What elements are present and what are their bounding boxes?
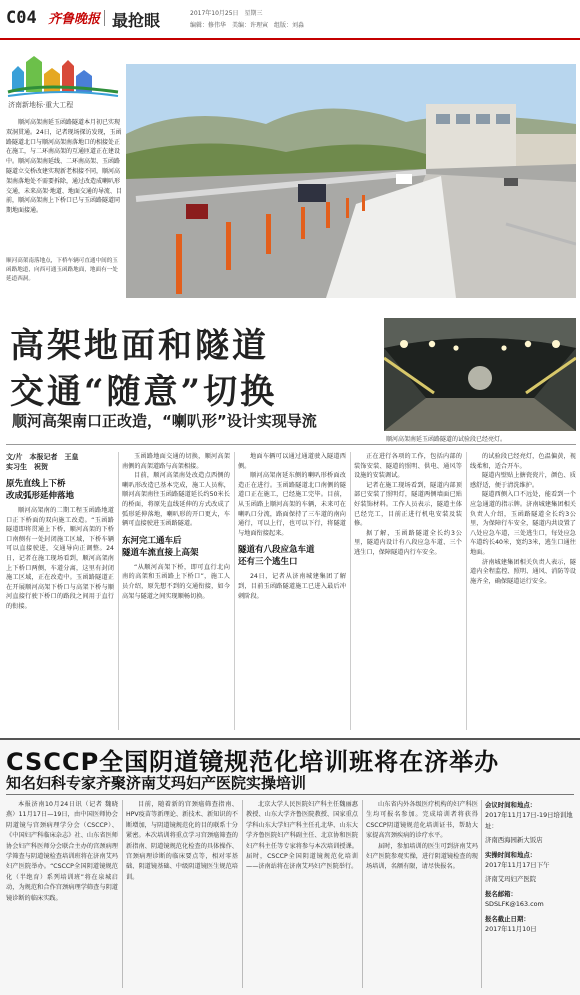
info-value: 济南西海园新大饭店 <box>485 836 543 845</box>
ad-column-3 <box>246 800 358 990</box>
editor-line: 编辑：修伟华 美编：许理寅 组版：刘淼 <box>190 22 305 29</box>
subhead-2: 东河完工通车后 <box>122 535 182 546</box>
article-column-2 <box>122 452 230 732</box>
ad-paragraph: 北京大学人民医院妇产科主任魏丽惠教授、山东大学齐鲁医院教授、国家重点学科山东大学妇产科主任孔北华、山东大学齐鲁医院妇产科副主任、北京协和医院妇产科主任等专家将参与本次培训授课。届时，CSCCP全国阴道镜规范化培训——济南站将在济南艾玛妇产医院举行。 <box>246 801 358 871</box>
info-key: 报名邮箱： <box>485 889 517 898</box>
photo-caption-top: 顺河高架南落地点，下桥车辆可直通中间的玉函路地道，向西可通玉函路地面，地面有一处延道西洞。 <box>6 258 118 282</box>
info-value: 2017年11月17日-19日培训地址： <box>485 811 573 830</box>
article-paragraph: 记者在施工现场看到，隧道内部顶部已安装了照明灯，隧道两侧墙面已贴好装饰材料。工作人员表示，隧道主体已经完工，目前正进行机电安装及装修。 <box>354 481 462 528</box>
lede-paragraph: 顺河高架南延玉函路隧道本月初已实现双洞贯通。24日，记者现场探访发现，玉函路隧道北口与顺河高架南落地口的相接处正在施工，与二环南高架的互通匝道正在建设中。顺河高架南延线、二环南高架、玉函路隧道立交桥改建实现新老相接不同，顺河高架南落地处不需要拆除，通过改造成喇叭形交通，未来高架·地道、地面交通的导流、目前，顺河高架南上下桥口已与玉函路隧道同期地面接通。 <box>6 119 122 215</box>
tunnel-photo <box>384 318 576 431</box>
ad-divider <box>481 800 482 988</box>
tunnel-caption: 顺河高架南延玉函路隧道的试验段已经亮灯。 <box>386 436 507 443</box>
subhead-1b: 改成弧形延伸落地 <box>6 491 75 501</box>
logo-caption: 济南新地标·重大工程 <box>8 101 74 109</box>
subhead-3b: 还有三个逃生口 <box>238 557 298 568</box>
info-key: 报名截止日期： <box>485 914 530 923</box>
column-divider <box>466 452 467 730</box>
road-photo <box>126 64 576 298</box>
info-value: 2017年11月10日 <box>485 925 537 934</box>
info-value: 2017年11月17日下午 <box>485 861 550 870</box>
subhead-2b: 隧道车流直接上高架 <box>122 547 199 558</box>
info-value: 济南艾玛妇产医院 <box>485 875 537 884</box>
article-paragraph: “从顺河高架下桥，即可直行北向南的高架和玉函路上下桥口”，施工人员介绍，原先想不到的交通衔接，如今高架与隧道之间实现顺畅切换。 <box>122 563 230 600</box>
ad-paragraph: 本报济南10月24日讯（记者 魏晓燕）11月17日—19日，由中国医师协会阴道镜与宫颈病理学分会（CSCCP）、《中国妇产科临床杂志》社、山东省医师协会妇产科医师分会联合主办的宫颈病理学筛查与阴道镜检查培训班将在济南艾玛妇产医院举办。“CSCCP全国阴道镜规范化（半绝育）系列培训班”将在泉城启动，为规范和合作宫颈病理学筛查与阴道镜诊断的临床实践。 <box>6 801 118 902</box>
headline-line-1: 高架地面和隧道 <box>10 326 269 366</box>
article-paragraph: 济南城建集团相关负责人表示，隧道内全程监控、照明、通风、消防等设施齐全，确保隧道运行安全。 <box>470 558 576 585</box>
ad-paragraph: 山东省内外各级医疗机构的妇产科医生均可报名参加。完成培训者将获得CSCCP阴道镜规范化培训证书，帮助大家提高宫颈疾病的诊疗水平。 <box>366 801 478 840</box>
ad-paragraph: 目前，随着新的宫颈癌筛查指南、HPV疫苗等新理论、新技术、新知识的不断增加，与阴道镜规范化的目的联系十分紧密。本次培训将重点学习宫颈癌筛查的新指南、阴道镜规范化检查的具体操作、宫颈病理诊断的临床要点等，相对零基础、阴道镜基础、中级阴道镜医生规范培训。 <box>126 801 238 881</box>
headline-rule <box>6 444 576 445</box>
ad-info-box <box>485 800 575 938</box>
headline-line-2: 交通“随意”切换 <box>10 372 278 412</box>
column-divider <box>118 452 119 730</box>
ad-rule <box>6 794 574 795</box>
ad-divider <box>242 800 243 988</box>
info-key: 实操时间和地点： <box>485 850 537 859</box>
byline-reporter: 文/片 本报记者 王皇 <box>6 453 79 461</box>
subheadline: 顺河高架南口正改造，“喇叭形”设计实现导流 <box>12 412 317 430</box>
article-column-3 <box>238 452 346 732</box>
article-paragraph: 顺河高架南延东侧的喇叭形桥面改造正在进行。玉函路隧道北口南侧的隧道口正在施工，已经施工完毕。目前，从玉函路上顺河高架的车辆，未来可在喇叭口分流，路面保持了三车道的南向通行，可以上行，也可以下行，将隧道与地面衔接起来。 <box>238 472 346 537</box>
article-column-4 <box>354 452 462 732</box>
ad-column-2 <box>126 800 238 990</box>
ad-divider <box>122 800 123 988</box>
article-paragraph: 顺河高架南的二期工程玉函路地道口正下桥面的双向施工改造。“玉函路隧道即将贯通上下桥，顺河高架的下桥口南侧有一处封闭施工区域，下桥车辆可以直接驶进，交通导向正调整。24日，记者在施工现场看到，顺河高架南上下桥口两侧，车道分离，这里有封闭施工区域，正在改造中。玉函路隧道正在开展顺河高架下桥口与高架下桥与顺河直接行驶下桥口的路段之间用于直行的衔接。 <box>6 507 114 610</box>
ad-subtitle: 知名妇科专家齐聚济南艾玛妇产医院实操培训 <box>6 774 307 792</box>
article-paragraph: 的试验段已经亮灯，色温偏黄，视线柔和，适合开车。 <box>470 453 576 470</box>
page-number: C04 <box>6 8 37 28</box>
info-key: 会议时间和地点： <box>485 801 537 809</box>
article-paragraph: 地面车辆可以通过通道驶入隧道西侧。 <box>238 453 346 470</box>
article-paragraph: 正在进行各项的工作，包括内部的装饰安装、隧道的照明、供电、通风等设施的安装调试。 <box>354 453 462 480</box>
section-title: 最抢眼 <box>112 11 161 30</box>
subhead-3: 隧道有八段应急车道 <box>238 545 315 556</box>
date-line: 2017年10月25日 星期三 <box>190 10 263 17</box>
subhead-1: 原先直线上下桥 <box>6 479 66 489</box>
article-paragraph: 隧道西侧入口不远处，能看到一个应急通道的指示牌。济南城建集团相关负责人介绍，玉函路隧道全长约3公里，为保障行车安全，隧道内共设置了八处应急车道，三处逃生口，每处应急车道约长40米，宽约3米，逃生口通往地面。 <box>470 491 576 556</box>
article-paragraph: 目前，顺河高架南处改造点西侧的喇叭形改造已基本完成，施工人员称，顺河高架南往玉函路隧道延长约50米长的桥面，将原先直线延伸的方式改成了弧形延伸落地，喇叭形的开口更大，车辆可直接驶进玉函路隧道。 <box>122 472 230 528</box>
ad-divider <box>362 800 363 988</box>
ad-title: CSCCP全国阴道镜规范化培训班将在济举办 <box>6 748 500 776</box>
ad-column-1 <box>6 800 118 990</box>
article-paragraph: 24日，记者从济南城建集团了解到，目前玉函路隧道施工已进入最后冲刺阶段。 <box>238 573 346 600</box>
ad-paragraph: 届时，参加培训的医生可到济南艾玛妇产医院参观实操，进行阴道镜检查的现场培训，名额有限，请尽快报名。 <box>366 842 478 871</box>
article-column-1 <box>6 452 114 732</box>
paper-name: 齐鲁晚报 <box>48 12 101 27</box>
byline-intern: 实习生 祝贺 <box>6 463 48 471</box>
article-column-5 <box>470 452 576 732</box>
column-divider <box>350 452 351 730</box>
article-paragraph: 隧道内壁贴上搪瓷瓷片，颜色、质感舒适，便于清洗维护。 <box>470 472 576 489</box>
article-paragraph: 玉函路地面交通的切换，顺河高架南侧的高架道路与高架相接。 <box>122 453 230 470</box>
page-header <box>0 0 580 40</box>
ad-column-4 <box>366 800 478 990</box>
info-email[interactable]: SDSLFK@163.com <box>485 900 544 909</box>
header-divider <box>104 10 105 26</box>
column-divider <box>234 452 235 730</box>
article-paragraph: 据了解，玉函路隧道全长约3公里，隧道内设计有八段应急车道、三个逃生口，保障隧道内行车安全。 <box>354 529 462 556</box>
